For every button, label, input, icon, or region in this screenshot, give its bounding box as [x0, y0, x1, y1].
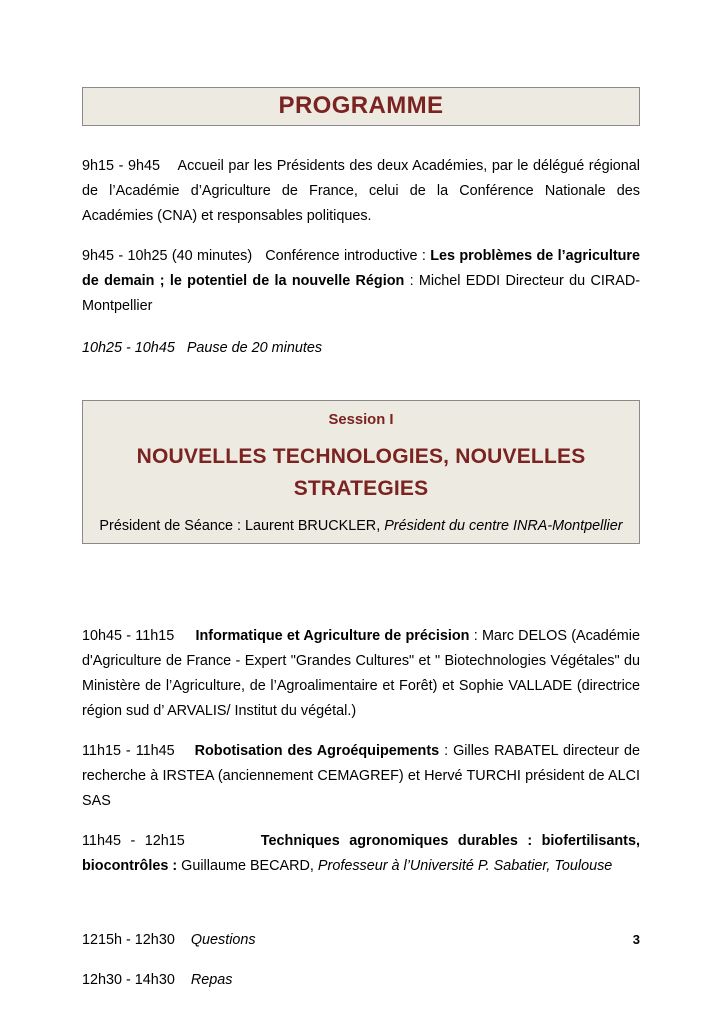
schedule-bold-title: Techniques agronomiques durables : biofertilisants, biocontrôles :: [82, 832, 640, 874]
schedule-speaker: : Michel EDDI Directeur du CIRAD-Montpellier: [82, 273, 641, 315]
session-chair-role: Président du centre INRA-Montpellier: [384, 518, 623, 535]
schedule-item-conference: [82, 244, 640, 319]
schedule-item-informatique: [82, 624, 640, 724]
schedule-description: Questions: [190, 931, 256, 948]
schedule-bold-title: Les problèmes de l’agriculture de demain ; le potentiel de la nouvelle Région: [82, 248, 641, 290]
session-title: [93, 441, 629, 504]
schedule-time: 11h45 - 12h15: [82, 832, 185, 849]
schedule-speaker-role: Professeur à l’Université P. Sabatier, Toulouse: [317, 857, 613, 874]
schedule-description: Pause de 20 minutes: [186, 340, 323, 357]
schedule-time: 10h45 - 11h15: [82, 627, 175, 644]
schedule-description: : Marc DELOS (Académie d'Agriculture de France - Expert "Grandes Cultures" et " Biotechnologies Végétales" du Ministère de l’Agriculture, de l’Agroalimentaire et Forêt) et Sophie VALLADE (directrice région sud d’ ARVALIS/ Institut du végétal.): [82, 627, 640, 719]
session-title-line-2: STRATEGIES: [293, 476, 429, 500]
schedule-time: 9h45 - 10h25 (40 minutes): [82, 248, 253, 265]
schedule-description: Repas: [190, 971, 233, 988]
programme-banner: [82, 87, 640, 126]
session-label: Session I: [328, 412, 394, 429]
schedule-item-repas: [82, 968, 640, 993]
schedule-time: 11h15 - 11h45: [82, 742, 175, 759]
schedule-description: : Gilles RABATEL directeur de recherche à IRSTEA (anciennement CEMAGREF) et Hervé TURCHI président de ALCI SAS: [82, 742, 641, 809]
page-title: PROGRAMME: [278, 92, 444, 119]
session-title-line-1: NOUVELLES TECHNOLOGIES, NOUVELLES: [136, 445, 586, 469]
session-box: [82, 400, 640, 544]
schedule-speaker: Guillaume BECARD,: [181, 857, 314, 874]
schedule-description: Accueil par les Présidents des deux Académies, par le délégué régional de l’Académie d’Agriculture de France, celui de la Conférence Nationale des Académies (CNA) et responsables politiques.: [82, 158, 640, 225]
schedule-time: 10h25 - 10h45: [82, 340, 175, 357]
schedule-time: 9h15 - 9h45: [82, 158, 160, 175]
session-schedule-list: [82, 624, 640, 879]
schedule-time: 12h30 - 14h30: [82, 971, 175, 988]
schedule-item-robotisation: [82, 739, 640, 814]
schedule-bold-title: Robotisation des Agroéquipements: [194, 742, 440, 759]
schedule-bold-title: Informatique et Agriculture de précision: [195, 627, 470, 644]
schedule-item-accueil: [82, 154, 640, 229]
schedule-time: 1215h - 12h30: [82, 931, 175, 948]
page-number: 3: [632, 932, 640, 947]
page-content: [82, 87, 640, 993]
schedule-item-techniques: [82, 829, 640, 879]
session-chair-name: Président de Séance : Laurent BRUCKLER,: [99, 518, 381, 535]
schedule-item-pause: [82, 336, 640, 361]
schedule-lead: Conférence introductive :: [265, 248, 426, 265]
session-chair: [93, 516, 629, 538]
